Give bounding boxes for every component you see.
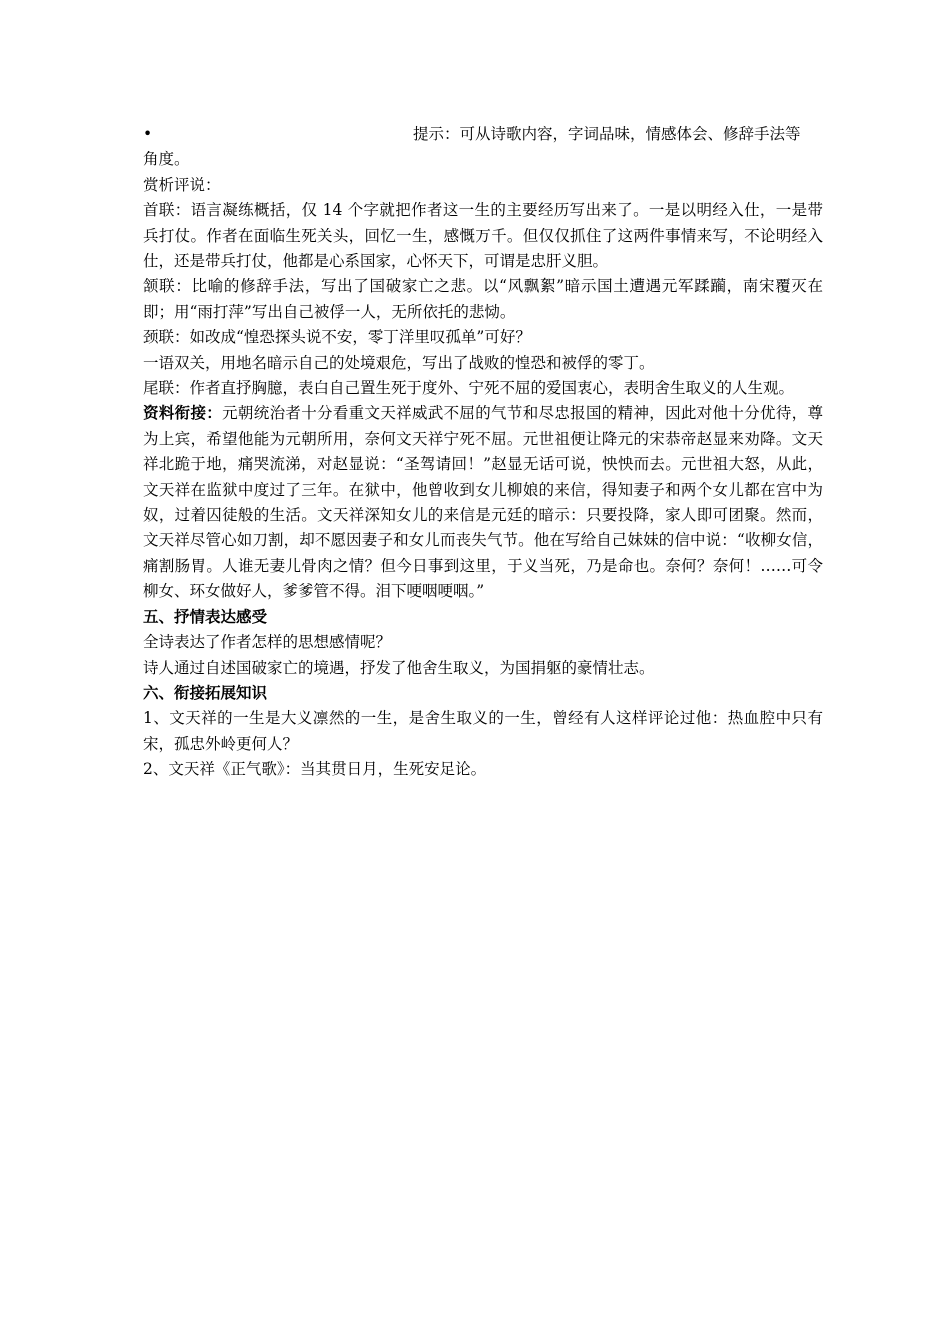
jinglian-question: 颈联：如改成“惶恐探头说不安，零丁洋里叹孤单”可好？: [143, 328, 531, 347]
appreciation-title: 赏析评说：: [143, 175, 221, 194]
extension-item-2: 2、文天祥《正气歌》：当其贯日月，生死安足论。: [143, 760, 487, 779]
material-label: 资料衔接：: [143, 404, 223, 423]
section-six-heading: 六、衔接拓展知识: [143, 683, 268, 702]
weilian-paragraph: 尾联：作者直抒胸臆，表白自己置生死于度外、宁死不屈的爱国衷心，表明舍生取义的人生观。: [143, 379, 795, 398]
extension-item-1: 1、文天祥的一生是大义凛然的一生，是舍生取义的一生，曾经有人这样评论过他：热血腔中只有宋，孤忠外岭更何人？: [143, 709, 823, 753]
jinglian-answer: 一语双关，用地名暗示自己的处境艰危，写出了战败的惶恐和被俘的零丁。: [143, 353, 655, 372]
hint-continuation: 角度。: [143, 150, 190, 169]
hint-text: 提示：可从诗歌内容，字词品味，情感体会、修辞手法等: [413, 125, 801, 143]
hint-line: [143, 122, 823, 147]
bullet-icon: •: [143, 125, 153, 143]
shoulian-paragraph: 首联：语言凝练概括，仅 14 个字就把作者这一生的主要经历写出来了。一是以明经入仕，一是带兵打仗。作者在面临生死关头，回忆一生，感慨万千。但仅仅抓住了这两件事情来写，不论明经入仕，还是带兵打仗，他都是心系国家，心怀天下，可谓是忠肝义胆。: [143, 201, 823, 271]
material-paragraph: [143, 401, 823, 604]
document-body: [143, 122, 823, 783]
section-five-heading: 五、抒情表达感受: [143, 607, 268, 626]
hanlian-paragraph: 颔联：比喻的修辞手法，写出了国破家亡之悲。以“风飘絮”暗示国土遭遇元军蹂躏，南宋覆灭在即；用“雨打萍”写出自己被俘一人，无所依托的悲恸。: [143, 277, 823, 321]
section-five-question: 全诗表达了作者怎样的思想感情呢？: [143, 633, 392, 652]
material-text: 元朝统治者十分看重文天祥威武不屈的气节和尽忠报国的精神，因此对他十分优待，尊为上宾，希望他能为元朝所用，奈何文天祥宁死不屈。元世祖便让降元的宋恭帝赵显来劝降。文天祥北跪于地，痛哭流涕，对赵显说：“圣驾请回！”赵显无话可说，怏怏而去。元世祖大怒，从此，文天祥在监狱中度过了三年。在狱中，他曾收到女儿柳娘的来信，得知妻子和两个女儿都在宫中为奴，过着囚徒般的生活。文天祥深知女儿的来信是元廷的暗示：只要投降，家人即可团聚。然而，文天祥尽管心如刀割，却不愿因妻子和女儿而丧失气节。他在写给自己妹妹的信中说：“收柳女信，痛割肠胃。人谁无妻儿骨肉之情？但今日事到这里，于义当死，乃是命也。奈何？奈何！……可令柳女、环女做好人，爹爹管不得。泪下哽咽哽咽。”: [143, 404, 823, 601]
section-five-answer: 诗人通过自述国破家亡的境遇，抒发了他舍生取义，为国捐躯的豪情壮志。: [143, 658, 655, 677]
